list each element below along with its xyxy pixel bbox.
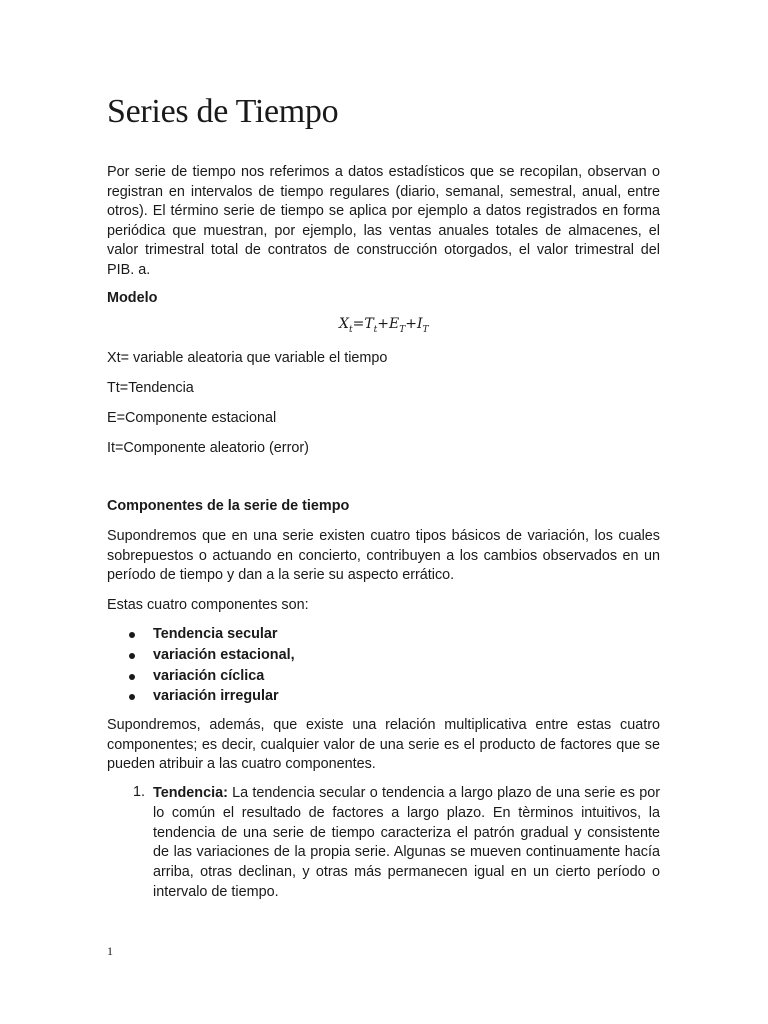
item-text: Tendencia: La tendencia secular o tendencia a largo plazo de una serie es por lo común el resultado de factores a largo plazo. En tèrminos intuitivos, la tendencia de una serie de tiempo caracteriza el patrón gradual y consistente de las variaciones de la propia serie. Algunas se mueven continuamente hacía arriba, otras declinan, y otras más permanecen igual en un cierto período o intervalo de tiempo. — [153, 785, 660, 900]
list-item: Tendencia secular — [127, 624, 295, 645]
list-item: variación irregular — [127, 686, 295, 707]
definition-e: E=Componente estacional — [107, 410, 277, 426]
item-term: Tendencia: — [153, 785, 228, 801]
definition-xt: Xt= variable aleatoria que variable el tiempo — [107, 350, 388, 366]
list-item: variación cíclica — [127, 666, 295, 687]
components-list — [127, 624, 295, 707]
item-number: 1. — [133, 784, 146, 800]
numbered-item-tendencia — [133, 784, 660, 903]
model-formula: $X_t=T_t+E_T+I_T$ — [339, 316, 429, 335]
four-components-label: Estas cuatro componentes son: — [107, 597, 309, 613]
page-number: 1 — [107, 944, 113, 958]
bullet-icon — [129, 653, 135, 659]
intro-paragraph: Por serie de tiempo nos referimos a datos estadísticos que se recopilan, observan o registran en intervalos de tiempo regulares (diario, semanal, semestral, anual, entre otros). El término serie de tiempo se aplica por ejemplo a datos registrados en forma periódica que muestran, por ejemplo, las ventas anuales totales de almacenes, el valor trimestral total de contratos de construcción otorgados, el valor trimestral del PIB. a. — [107, 164, 660, 278]
bullet-icon — [129, 632, 135, 638]
multiplicative-paragraph: Supondremos, además, que existe una relación multiplicativa entre estas cuatro componentes; es decir, cualquier valor de una serie es el producto de factores que se pueden atribuir a las cuatro componentes. — [107, 717, 660, 772]
definition-tt: Tt=Tendencia — [107, 380, 194, 396]
page-title: Series de Tiempo — [107, 93, 339, 130]
definition-it: It=Componente aleatorio (error) — [107, 440, 309, 456]
components-heading: Componentes de la serie de tiempo — [107, 498, 350, 514]
bullet-icon — [129, 674, 135, 680]
list-item: variación estacional, — [127, 645, 295, 666]
model-heading: Modelo — [107, 290, 158, 306]
bullet-icon — [129, 694, 135, 700]
components-intro-paragraph: Supondremos que en una serie existen cuatro tipos básicos de variación, los cuales sobrepuestos o actuando en concierto, contribuyen a los cambios observados en un período de tiempo y dan a la serie su aspecto errático. — [107, 528, 660, 583]
